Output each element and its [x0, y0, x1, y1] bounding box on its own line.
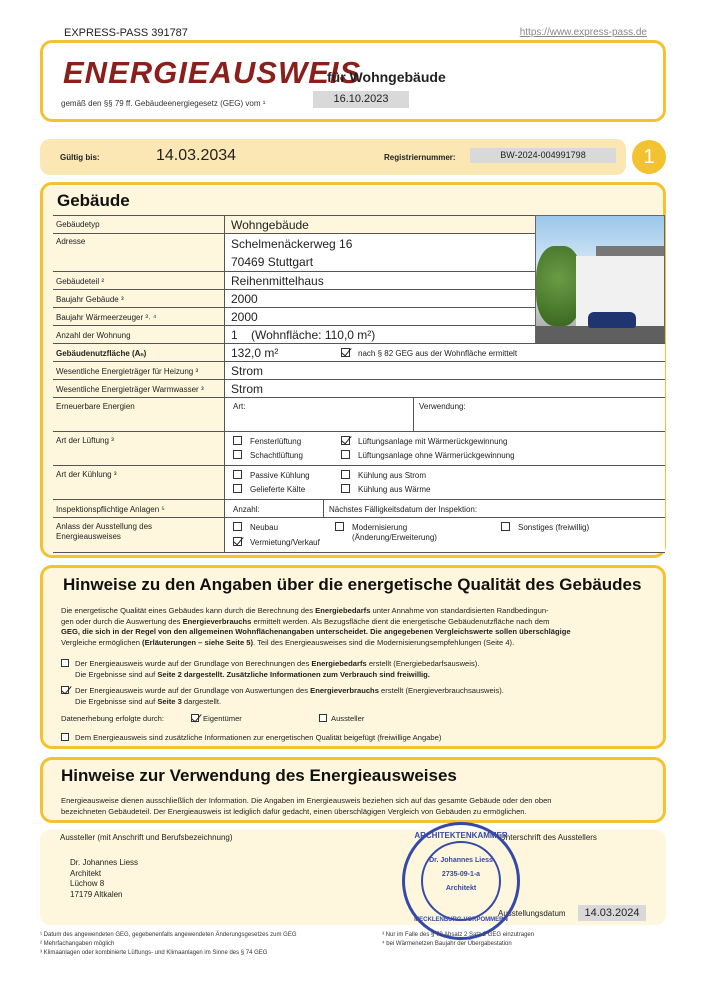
cool-passive-option [233, 470, 310, 480]
address-line2: 70469 Stuttgart [231, 255, 314, 269]
valid-until-label: Gültig bis: [60, 153, 100, 162]
cool-passive-text: Passive Kühlung [250, 471, 310, 480]
vent-recovery-option [341, 436, 507, 446]
row-build-year [53, 289, 535, 307]
usage-text: Energieausweise dienen ausschließlich der Information. Die Angaben im Energieausweis beziehen sich auf das gesamte Gebäude oder den oben bezeichneten Gebäudeteil. Der Energieausweis ist lediglich dafür gedacht, einen überschlägigen Vergleich von Gebäuden zu ermöglichen. [61, 796, 552, 816]
water-carrier-value: Strom [231, 382, 264, 396]
footnote-5: ⁴ bei Wärmenetzen Baujahr der Übergabestation [382, 941, 512, 947]
cool-heat-checkbox[interactable] [341, 484, 350, 493]
reason-modern-checkbox[interactable] [335, 522, 344, 531]
quality-paragraph: Die energetische Qualität eines Gebäudes kann durch die Berechnung des Energiebedarfs unter Annahme von standardisierten Randbedingun- gen oder durch die Auswertung des Energieverbrauchs ermittelt werden. Als Bezugsfläche dient die energetische Gebäudenutzfläche nach dem GEG, die sich in der Regel von den allgemeinen Wohnflächenangaben unterscheidet. Die angegebenen Vergleichswerte sollen überschlägige Vergleiche ermöglichen (Erläuterungen – siehe Seite 5). Teil des Energieausweises sind die Modernisierungsempfehlungen (Seite 4). [61, 606, 571, 647]
ventilation-label: Art der Lüftung ³ [56, 436, 114, 445]
cool-passive-checkbox[interactable] [233, 470, 242, 479]
area-note: nach § 82 GEG aus der Wohnfläche ermittelt [358, 349, 518, 358]
collection-label: Datenerhebung erfolgte durch: [61, 714, 165, 723]
issuer-option: Aussteller [319, 714, 364, 725]
row-inspection [53, 499, 665, 517]
law-reference: gemäß den §§ 79 ff. Gebäudeenergiegesetz (GEG) vom ¹ [61, 99, 266, 108]
vent-no-recovery-checkbox[interactable] [341, 450, 350, 459]
address-line1: Schelmenäckerweg 16 [231, 237, 353, 251]
row-heater-year [53, 307, 535, 325]
issue-date-label: Ausstellungsdatum [498, 909, 566, 918]
reason-new-checkbox[interactable] [233, 522, 242, 531]
usage-section [40, 757, 666, 823]
demand-checkbox[interactable] [61, 659, 69, 667]
issue-date: 14.03.2024 [578, 905, 646, 921]
architect-stamp [402, 822, 520, 940]
cool-delivered-option [233, 484, 305, 494]
building-section [40, 182, 666, 558]
footnote-2: ² Mehrfachangaben möglich [40, 941, 115, 947]
extra-info-checkbox[interactable] [61, 733, 69, 741]
units-label: Anzahl der Wohnung [56, 331, 131, 340]
vent-window-text: Fensterlüftung [250, 437, 302, 446]
building-part-label: Gebäudeteil ² [56, 277, 105, 286]
inspection-label: Inspektionspflichtige Anlagen ⁵ [56, 505, 165, 514]
cool-power-checkbox[interactable] [341, 470, 350, 479]
website-link[interactable]: https://www.express-pass.de [519, 27, 647, 38]
valid-until-date: 14.03.2034 [156, 147, 237, 164]
row-building-type [53, 215, 535, 235]
row-building-part [53, 271, 535, 289]
issuer-label: Aussteller (mit Anschrift und Berufsbezeichnung) [60, 833, 233, 842]
inspection-count: Anzahl: [233, 505, 260, 514]
water-carrier-label: Wesentliche Energieträger Warmwasser ³ [56, 385, 204, 394]
document-subtitle: für Wohngebäude [327, 69, 446, 85]
cool-heat-option [341, 484, 430, 494]
row-address [53, 233, 535, 271]
cool-delivered-text: Gelieferte Kälte [250, 485, 306, 494]
building-type-value: Wohngebäude [231, 218, 309, 232]
row-units [53, 325, 535, 343]
issuer-box [40, 830, 666, 925]
title-box [40, 40, 666, 122]
heater-year-value: 2000 [231, 310, 258, 324]
reason-rent-text: Vermietung/Verkauf [250, 538, 320, 547]
vent-no-recovery-text: Lüftungsanlage ohne Wärmerückgewinnung [358, 451, 515, 460]
footnote-4: ³ Nur im Falle des § 79 Absatz 2 Satz 2 GEG einzutragen [382, 932, 535, 938]
collection-row [61, 714, 661, 725]
heater-year-label: Baujahr Wärmeerzeuger ³˒ ⁴ [56, 313, 157, 322]
build-year-value: 2000 [231, 292, 258, 306]
renewable-label: Erneuerbare Energien [56, 402, 135, 411]
usage-section-title: Hinweise zur Verwendung des Energieausweises [61, 766, 457, 785]
law-date: 16.10.2023 [313, 91, 409, 108]
reason-modern-sub: (Änderung/Erweiterung) [352, 533, 437, 542]
stamp-number-text: 2735-09-1-a [441, 871, 481, 878]
quality-section [40, 565, 666, 749]
cool-power-text: Kühlung aus Strom [358, 471, 427, 480]
validity-bar [40, 139, 626, 175]
pass-id: EXPRESS-PASS 391787 [64, 27, 188, 39]
renewable-type: Art: [233, 402, 246, 411]
issuer-name: Dr. Johannes Liess [70, 858, 139, 867]
row-area [53, 343, 665, 361]
reason-modern-option [335, 522, 407, 532]
document-title: ENERGIEAUSWEIS [63, 55, 362, 90]
cool-delivered-checkbox[interactable] [233, 484, 242, 493]
issuer-street: Lüchow 8 [70, 879, 105, 888]
reason-label: Anlass der Ausstellung des Energieausweises [56, 522, 153, 541]
renewable-use: Verwendung: [419, 402, 466, 411]
issuer-city: 17179 Altkalen [70, 889, 123, 899]
area-label: Gebäudenutzfläche (Aₙ) [56, 349, 147, 358]
issuer-address [70, 858, 138, 900]
reason-new-text: Neubau [250, 523, 279, 532]
heating-carrier-label: Wesentliche Energieträger für Heizung ³ [56, 367, 199, 376]
footnote-1: ¹ Datum des angewendeten GEG, gegebenenfalls angewendeten Änderungsgesetzes zum GEG [40, 932, 297, 938]
car-shape [588, 312, 636, 328]
vent-window-option [233, 436, 301, 446]
quality-section-title: Hinweise zu den Angaben über die energetische Qualität des Gebäudes [63, 575, 642, 594]
row-reason [53, 517, 665, 553]
heating-carrier-value: Strom [231, 364, 264, 378]
owner-checkbox[interactable] [191, 714, 199, 722]
row-heating-carrier [53, 361, 665, 379]
row-renewable [53, 397, 665, 431]
stamp-name-text: Dr. Johannes Liess [429, 857, 493, 864]
build-year-label: Baujahr Gebäude ³ [56, 295, 124, 304]
cooling-label: Art der Kühlung ³ [56, 470, 117, 479]
area-checkbox[interactable] [341, 348, 350, 357]
vent-shaft-text: Schachtlüftung [250, 451, 303, 460]
building-part-value: Reihenmittelhaus [231, 274, 324, 288]
consumption-option: Der Energieausweis wurde auf der Grundlage von Auswertungen des Energieverbrauchs erstellt (Energieverbrauchsausweis). Die Ergebnisse sind auf Seite 3 dargestellt. [61, 686, 661, 707]
row-ventilation [53, 431, 665, 465]
vent-recovery-text: Lüftungsanlage mit Wärmerückgewinnung [358, 437, 508, 446]
area-note-option [341, 348, 517, 358]
signature-label: Unterschrift des Ausstellers [500, 833, 597, 842]
cool-heat-text: Kühlung aus Wärme [358, 485, 431, 494]
reason-other-option [501, 522, 589, 532]
address-label: Adresse [56, 237, 86, 246]
page-number-badge: 1 [632, 140, 666, 174]
extra-info-option: Dem Energieausweis sind zusätzliche Informationen zur energetischen Qualität beigefügt (freiwillige Angabe) [61, 733, 661, 744]
stamp-bottom-text: MECKLENBURG-VORPOMMERN [414, 917, 508, 923]
vent-shaft-option [233, 450, 303, 460]
footnote-3: ³ Klimaanlagen oder kombinierte Lüftungs- und Klimaanlagen im Sinne des § 74 GEG [40, 950, 268, 956]
vent-no-recovery-option [341, 450, 515, 460]
owner-option: Eigentümer [191, 714, 242, 725]
inspection-next-date: Nächstes Fälligkeitsdatum der Inspektion: [329, 505, 478, 514]
reason-other-text: Sonstiges (freiwillig) [518, 523, 590, 532]
reason-new-option [233, 522, 278, 532]
issuer-checkbox[interactable] [319, 714, 327, 722]
row-water-carrier [53, 379, 665, 397]
cool-power-option [341, 470, 426, 480]
vent-window-checkbox[interactable] [233, 436, 242, 445]
reason-other-checkbox[interactable] [501, 522, 510, 531]
building-type-label: Gebäudetyp [56, 220, 100, 229]
row-cooling [53, 465, 665, 499]
consumption-checkbox[interactable] [61, 686, 69, 694]
stamp-role-text: Architekt [445, 885, 477, 892]
issuer-profession: Architekt [70, 868, 102, 878]
units-value: 1 (Wohnfläche: 110,0 m²) [231, 328, 376, 342]
reason-rent-checkbox[interactable] [233, 537, 242, 546]
vent-recovery-checkbox[interactable] [341, 436, 350, 445]
registration-label: Registriernummer: [384, 153, 456, 162]
registration-number: BW-2024-004991798 [470, 148, 616, 163]
area-value: 132,0 m² [231, 346, 279, 360]
vent-shaft-checkbox[interactable] [233, 450, 242, 459]
stamp-top-text: ARCHITEKTENKAMMER [414, 831, 508, 840]
reason-modern-text: Modernisierung [352, 523, 408, 532]
demand-option: Der Energieausweis wurde auf der Grundlage von Berechnungen des Energiebedarfs erstellt (Energiebedarfsausweis). Die Ergebnisse sind auf Seite 2 dargestellt. Zusätzliche Informationen zum Verbrauch sind freiwillig. [61, 659, 661, 680]
building-section-title: Gebäude [57, 191, 130, 210]
reason-rent-option [233, 537, 320, 547]
